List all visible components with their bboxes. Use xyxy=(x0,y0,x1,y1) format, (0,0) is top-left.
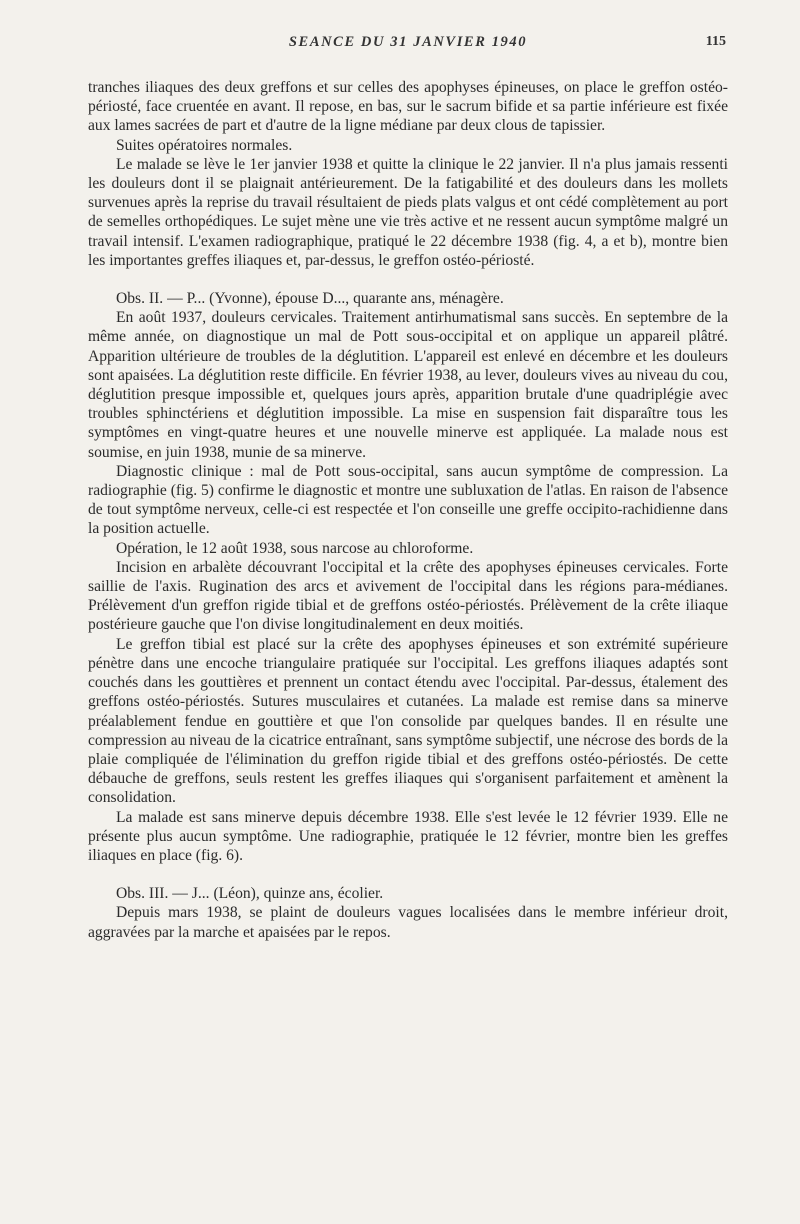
observation-heading-3: Obs. III. — J... (Léon), quinze ans, écolier. xyxy=(116,885,384,903)
observation-heading-2: Obs. II. — P... (Yvonne), épouse D..., quarante ans, ménagère. xyxy=(116,290,504,308)
page-number: 115 xyxy=(705,34,726,49)
running-title: SEANCE DU 31 JANVIER 1940 xyxy=(288,34,528,50)
paragraph-followup: La malade est sans minerve depuis décembre 1938. Elle s'est levée le 12 février 1939. Elle ne présente plus aucun symptôme. Une radiographie, pratiquée le 12 février, montre bien les greffes iliaques en place (fig. 6). xyxy=(88,808,728,864)
article-body xyxy=(88,78,728,942)
paragraph-postop: Suites opératoires normales. xyxy=(116,136,293,154)
paragraph-operation-date: Opération, le 12 août 1938, sous narcose au chloroforme. xyxy=(116,539,474,557)
document-page xyxy=(88,30,728,942)
paragraph-graft-placement: tranches iliaques des deux greffons et sur celles des apophyses épineuses, on place le greffon ostéo-périosté, face cruentée en avant. Il repose, en bas, sur le sacrum bifide et sa partie inférieure est fixée aux lames sacrées de part et d'autre de la ligne médiane par deux clous de tapissier. xyxy=(88,79,728,135)
paragraph-graft-course: Le greffon tibial est placé sur la crête des apophyses épineuses et son extrémité supérieure pénètre dans une encoche triangulaire pratiquée sur l'occipital. Les greffons iliaques adaptés sont couchés dans les gouttières et prennent un contact étendu avec l'occipital. Par-dessus, étalement des greffons ostéo-périostés. Sutures musculaires et cutanées. La malade est remise dans sa minerve préalablement fendue en gouttière et que l'on consolide par quelques bandes. Il en résulte une compression au niveau de la cicatrice entraînant, sans symptôme subjectif, une nécrose des bords de la plaie compliquée de l'élimination du greffon rigide tibial et des greffons ostéo-périostés. De cette débauche de greffons, seuls restent les greffes iliaques qui s'organisent parfaitement et amènent la consolidation. xyxy=(88,635,728,807)
paragraph-incision: Incision en arbalète découvrant l'occipital et la crête des apophyses épineuses cervicales. Forte saillie de l'axis. Rugination des arcs et avivement de l'occipital dans les régions para-médianes. Prélèvement d'un greffon rigide tibial et de greffons ostéo-périostés. Prélèvement de la crête iliaque postérieure gauche que l'on divise longitudinalement en deux moitiés. xyxy=(88,558,728,634)
paragraph-outcome: Le malade se lève le 1er janvier 1938 et quitte la clinique le 22 janvier. Il n'a plus jamais ressenti les douleurs dont il se plaignait antérieurement. De la fatigabilité et des douleurs dans les mollets survenues après la reprise du travail résultaient de pieds plats valgus et ont cédé complètement au port de semelles orthopédiques. Le sujet mène une vie très active et ne ressent aucun symptôme malgré un travail intensif. L'examen radiographique, pratiqué le 22 décembre 1938 (fig. 4, a et b), montre bien les importantes greffes iliaques et, par-dessus, le greffon ostéo-périosté. xyxy=(88,155,728,269)
running-header xyxy=(88,30,728,60)
paragraph-obs3-history: Depuis mars 1938, se plaint de douleurs vagues localisées dans le membre inférieur droit, aggravées par la marche et apaisées par le repos. xyxy=(88,904,728,941)
paragraph-history: En août 1937, douleurs cervicales. Traitement antirhumatismal sans succès. En septembre de la même année, on diagnostique un mal de Pott sous-occipital et on applique un appareil plâtré. Apparition ultérieure de troubles de la déglutition. L'appareil est enlevé en décembre et les douleurs sont apaisées. La déglutition reste difficile. En février 1938, au lever, douleurs vives au niveau du cou, déglutition presque impossible et, quelques jours après, apparition brutale d'une quadriplégie avec troubles sphinctériens et déglutition impossible. La mise en suspension fait disparaître tous les symptômes en vingt-quatre heures et une nouvelle minerve est appliquée. La malade nous est soumise, en juin 1938, munie de sa minerve. xyxy=(88,309,728,461)
paragraph-diagnosis: Diagnostic clinique : mal de Pott sous-occipital, sans aucun symptôme de compression. La radiographie (fig. 5) confirme le diagnostic et montre une subluxation de l'atlas. En raison de l'absence de tout symptôme nerveux, celle-ci est respectée et l'on conseille une greffe occipito-rachidienne dans la position actuelle. xyxy=(88,462,728,538)
